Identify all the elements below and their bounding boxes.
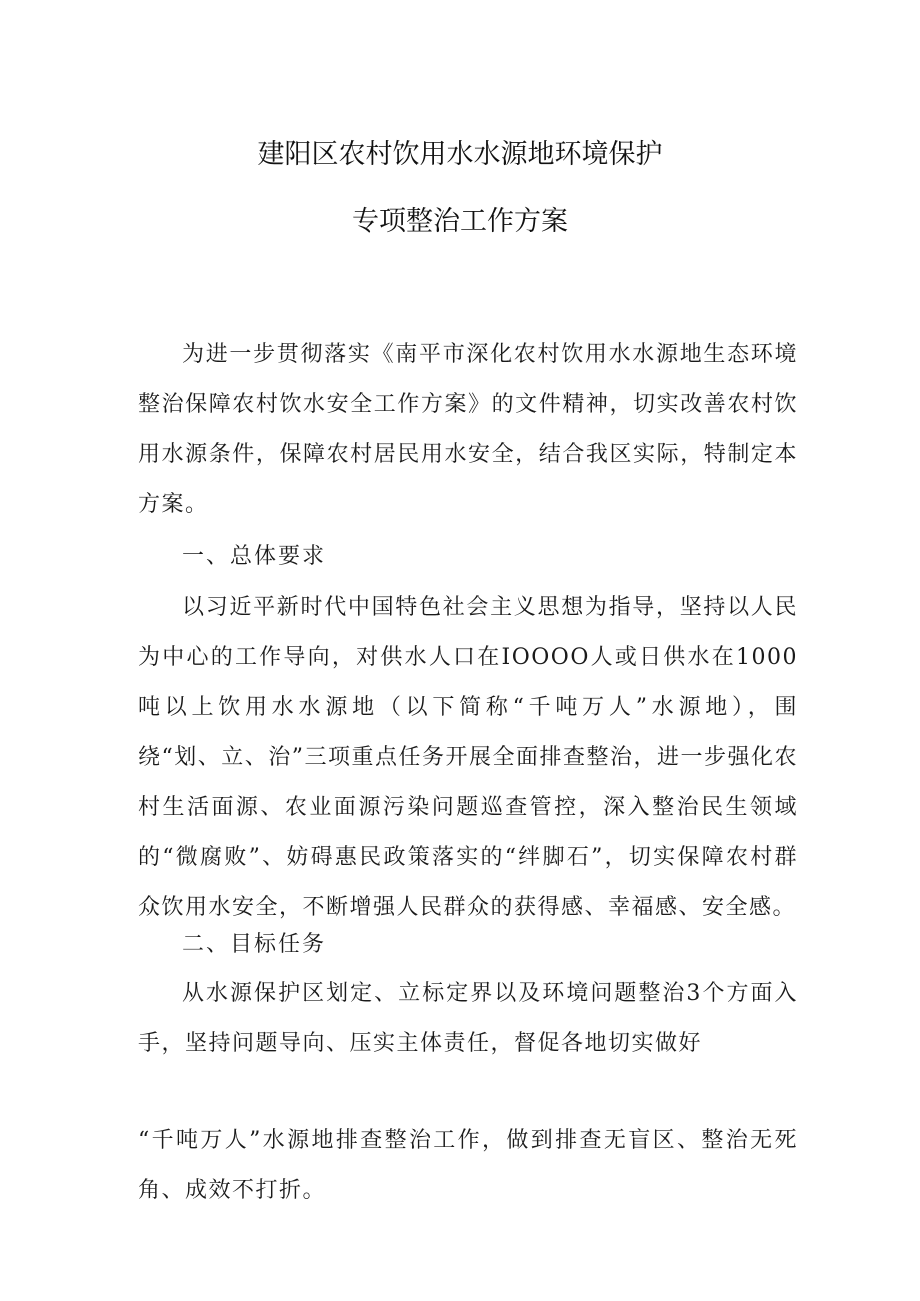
document-title-line-1: 建阳区农村饮用水水源地环境保护 [257, 139, 663, 170]
intro-paragraph: 为进一步贯彻落实《南平市深化农村饮用水水源地生态环境整治保障农村饮水安全工作方案》的文件精神，切实改善农村饮用水源条件，保障农村居民用水安全，结合我区实际，特制定本方案。 [138, 342, 798, 517]
target-tasks-paragraph-continued: “千吨万人”水源地排查整治工作，做到排查无盲区、整治无死角、成效不打折。 [138, 1128, 798, 1203]
general-requirements-paragraph: 以习近平新时代中国特色社会主义思想为指导，坚持以人民为中心的工作导向，对供水人口在IOOOO人或日供水在1000吨以上饮用水水源地（以下简称“千吨万人”水源地），围绕“划、立、治”三项重点任务开展全面排查整治，进一步强化农村生活面源、农业面源污染问题巡查管控，深入整治民生领域的“微腐败”、妨碍惠民政策落实的“绊脚石”，切实保障农村群众饮用水安全，不断增强人民群众的获得感、幸福感、安全感。 [138, 595, 798, 920]
section-heading-target-tasks: 二、目标任务 [182, 932, 327, 957]
section-heading-general-requirements: 一、总体要求 [182, 544, 327, 569]
document-title-line-2: 专项整治工作方案 [352, 206, 568, 237]
target-tasks-paragraph: 从水源保护区划定、立标定界以及环境问题整治3个方面入手，坚持问题导向、压实主体责任，督促各地切实做好 [138, 981, 798, 1056]
